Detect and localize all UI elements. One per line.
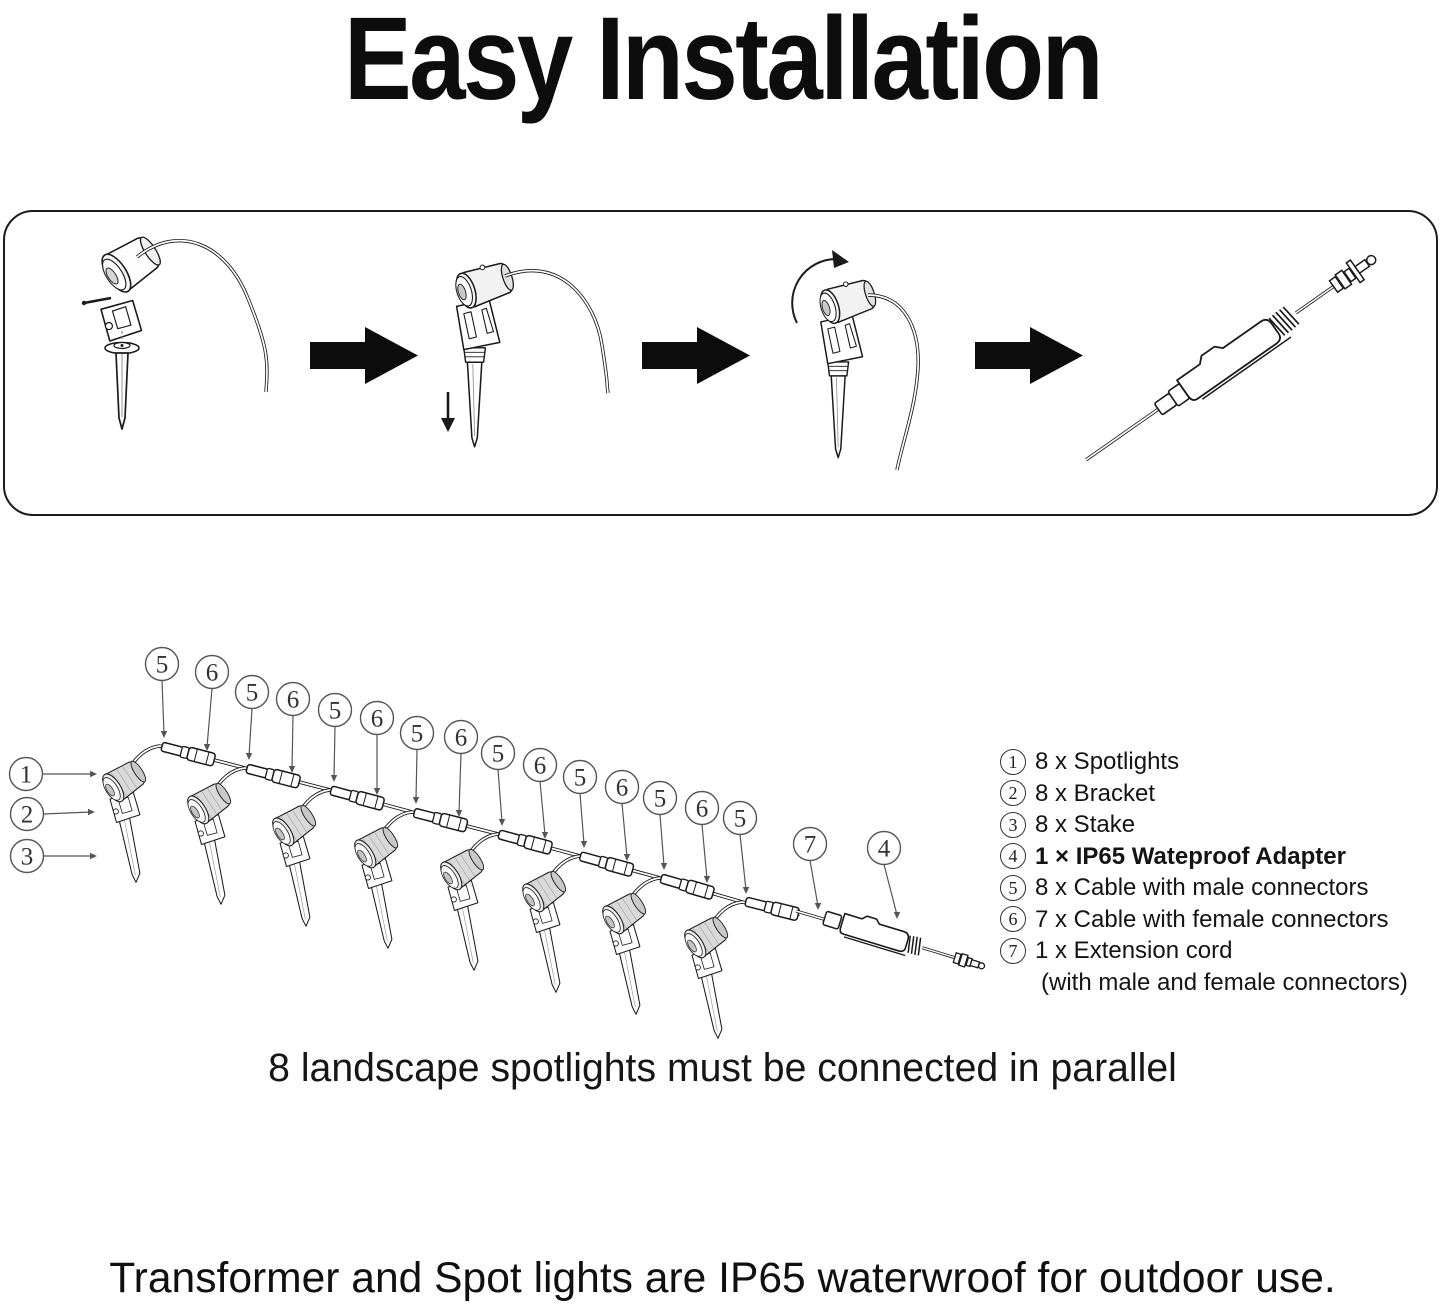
- right-arrow-icon: [642, 327, 750, 384]
- right-arrow-icon: [975, 327, 1083, 384]
- cable-connector-pair: [579, 850, 635, 877]
- parts-list-item: [1000, 935, 1440, 967]
- down-arrow-icon: [441, 418, 455, 432]
- step-2-insert-stake-illustration: [441, 257, 608, 446]
- callout-number: 7: [803, 831, 817, 859]
- spotlight-illustration: [98, 756, 150, 882]
- callout-number: 5: [245, 679, 259, 707]
- parts-list-item-label: (with male and female connectors): [1041, 968, 1408, 996]
- callout-number: 6: [205, 659, 219, 687]
- callout-6: [686, 792, 719, 884]
- parts-list-item-label: 1 x Extension cord: [1035, 937, 1233, 964]
- spotlight-illustration: [268, 800, 320, 926]
- circled-number-icon: 1: [1000, 749, 1026, 775]
- spotlight-illustration: [183, 778, 235, 904]
- callout-4: [868, 832, 901, 920]
- callout-number: 4: [877, 835, 891, 863]
- callout-5: [482, 737, 515, 827]
- callout-6: [445, 721, 478, 818]
- parts-list: [1000, 746, 1440, 998]
- callout-number: 6: [533, 752, 547, 780]
- callout-number: 3: [20, 843, 34, 871]
- callout-number: 6: [286, 686, 300, 714]
- parts-list-item-label: 8 x Stake: [1035, 811, 1136, 838]
- cable-connector-pair: [744, 895, 800, 921]
- callout-2: [11, 798, 96, 831]
- callout-number: 5: [653, 785, 667, 813]
- rotation-arrow-icon: [832, 250, 849, 268]
- circled-number-icon: 3: [1000, 812, 1026, 838]
- circled-number-icon: 6: [1000, 906, 1026, 932]
- parts-list-item-label: 8 x Spotlights: [1035, 748, 1180, 775]
- callout-6: [196, 656, 229, 752]
- footer-note: Transformer and Spot lights are IP65 waterwroof for outdoor use.: [109, 1254, 1336, 1302]
- circled-number-icon: 7: [1000, 938, 1026, 964]
- callout-number: 5: [410, 720, 424, 748]
- parts-list-item-label: 8 x Bracket: [1035, 779, 1156, 807]
- circled-number-icon: 5: [1000, 875, 1026, 901]
- callout-3: [11, 840, 98, 873]
- waterproof-adapter-illustration: [796, 904, 989, 978]
- parts-list-item: [1000, 967, 1440, 999]
- step-1-exploded-spotlight-illustration: [82, 230, 267, 429]
- callout-number: 6: [454, 724, 468, 752]
- callout-6: [361, 702, 394, 796]
- callout-number: 5: [155, 651, 169, 679]
- parts-list-item: [1000, 809, 1440, 841]
- callout-6: [524, 749, 557, 840]
- spotlight-illustration: [598, 888, 650, 1014]
- callout-number: 6: [370, 705, 384, 733]
- callout-number: 6: [615, 774, 629, 802]
- callout-5: [146, 648, 179, 739]
- parts-list-item: [1000, 904, 1440, 936]
- callout-6: [277, 683, 310, 774]
- installation-steps-illustrations: [82, 230, 1385, 474]
- page-title: Easy Installation: [344, 0, 1101, 125]
- stake-with-cap: [105, 343, 139, 430]
- parts-list-item: [1000, 778, 1440, 810]
- parts-list-item: [1000, 746, 1440, 778]
- parts-list-item: [1000, 872, 1440, 904]
- parts-list-item-label: 8 x Cable with male connectors: [1035, 874, 1369, 901]
- callout-5: [644, 782, 677, 871]
- circled-number-icon: 2: [1000, 780, 1026, 806]
- callout-5: [319, 694, 352, 783]
- right-arrow-icon: [310, 327, 418, 384]
- callout-number: 5: [733, 805, 747, 833]
- callout-7: [794, 828, 827, 911]
- callout-number: 2: [20, 801, 34, 829]
- callout-5: [724, 802, 757, 895]
- diagram-caption: 8 landscape spotlights must be connected in parallel: [268, 1046, 1177, 1090]
- parts-list-item-label: 7 x Cable with female connectors: [1035, 905, 1389, 933]
- step-3-adjust-angle-illustration: [792, 250, 918, 470]
- spotlight-illustration: [680, 912, 732, 1038]
- callout-number: 6: [695, 795, 709, 823]
- parts-list-item: [1000, 841, 1440, 873]
- callout-5: [236, 676, 269, 761]
- spotlight-illustration: [518, 866, 570, 992]
- callout-5: [564, 761, 597, 849]
- circled-number-icon: 4: [1000, 843, 1026, 869]
- callout-5: [401, 717, 434, 805]
- spotlight-illustration: [350, 822, 402, 948]
- parts-list-item-label: 1 × IP65 Wateproof Adapter: [1035, 842, 1346, 870]
- callout-6: [606, 771, 639, 862]
- step-4-adapter-plug-illustration: [1075, 242, 1384, 474]
- callout-1: [10, 758, 98, 791]
- callout-number: 1: [19, 761, 33, 789]
- spotlight-illustration: [436, 844, 488, 970]
- callout-number: 5: [328, 697, 342, 725]
- callout-number: 5: [491, 740, 505, 768]
- callout-number: 5: [573, 764, 587, 792]
